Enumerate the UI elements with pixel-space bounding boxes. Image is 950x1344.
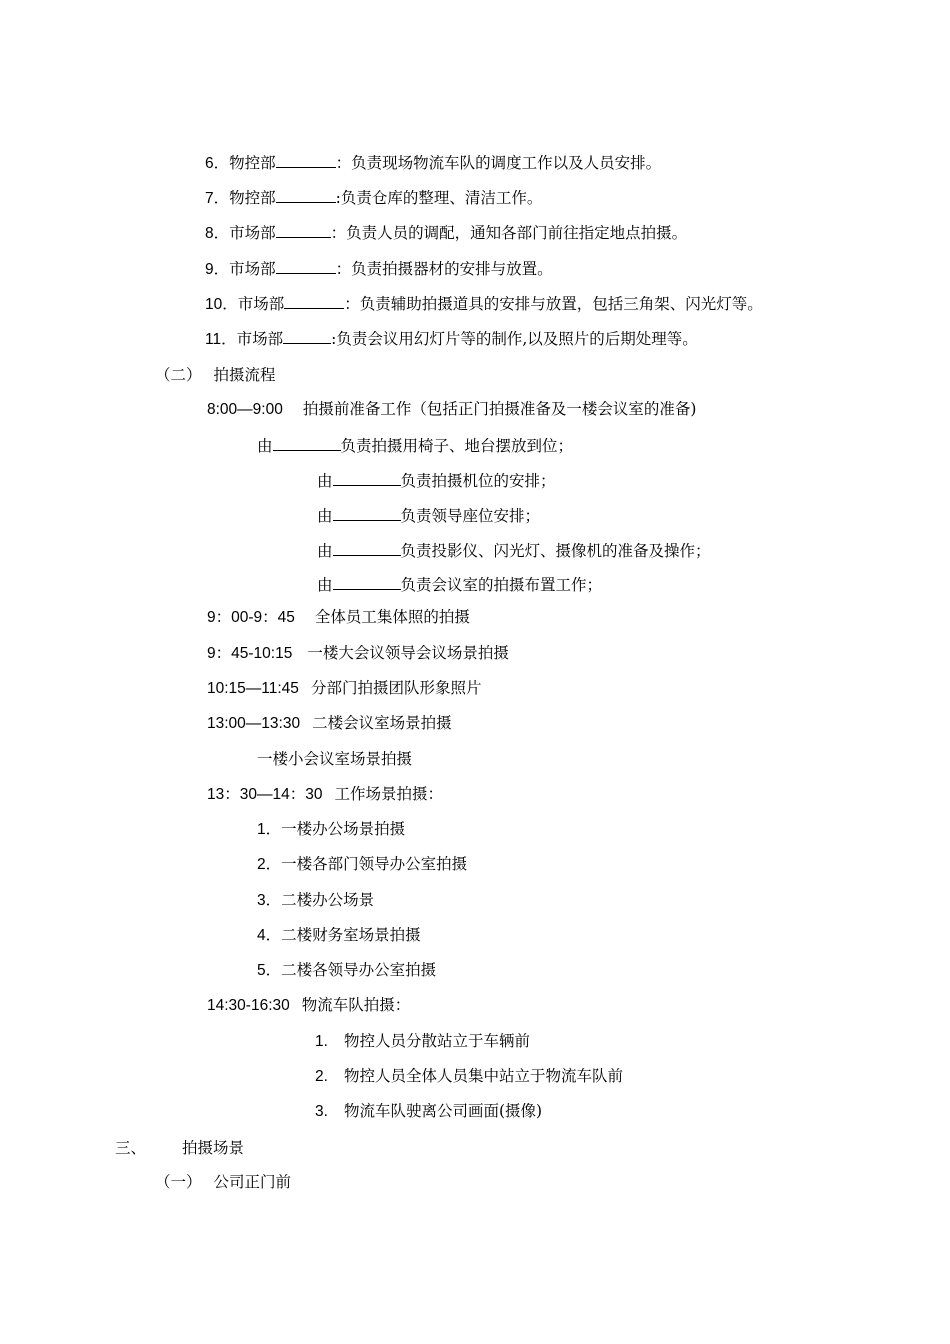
section-heading-2 — [155, 365, 276, 385]
schedule-time: 13:00—13:30 — [207, 715, 301, 732]
item-text: 一楼办公场景拍摄 — [281, 820, 406, 838]
item-text: 物控人员全体人员集中站立于物流车队前 — [343, 1067, 623, 1085]
item-number: 1. — [315, 1033, 328, 1050]
schedule-team — [207, 678, 481, 699]
prep-text: 负责投影仪、闪光灯、摄像机的准备及操作； — [400, 542, 711, 560]
schedule-time: 9：45-10:15 — [207, 645, 293, 662]
fill-in-blank — [273, 435, 341, 451]
item-number: 3. — [315, 1103, 328, 1120]
duty-item-7 — [205, 187, 542, 209]
schedule-meeting — [207, 643, 509, 664]
fill-in-blank — [333, 505, 401, 521]
work-item — [257, 854, 467, 875]
duty-separator: ： — [335, 260, 352, 278]
schedule-logistics — [207, 995, 410, 1016]
prep-item — [257, 435, 573, 456]
item-text: 二楼财务室场景拍摄 — [281, 926, 421, 944]
duty-text: 负责人员的调配，通知各部门前往指定地点拍摄。 — [346, 224, 688, 242]
schedule-work — [207, 784, 443, 805]
schedule-time: 9：00-9：45 — [207, 609, 295, 626]
prep-item — [317, 574, 602, 595]
prep-item — [317, 470, 556, 491]
duty-department: 市场部 — [229, 260, 276, 278]
schedule-text: 物流车队拍摄： — [301, 996, 411, 1014]
item-number: 3． — [257, 892, 282, 909]
schedule-group-photo — [207, 607, 470, 628]
duty-item-9 — [205, 258, 553, 280]
fill-in-blank — [276, 152, 336, 168]
prep-text: 负责拍摄机位的安排； — [400, 472, 556, 490]
schedule-text: 一楼小会议室场景拍摄 — [257, 750, 413, 768]
duty-item-8 — [205, 222, 687, 244]
prep-item — [317, 540, 711, 561]
item-number: 1． — [257, 821, 282, 838]
duty-number: 7． — [205, 190, 230, 207]
fill-in-blank — [276, 258, 336, 274]
schedule-prep — [207, 399, 696, 420]
item-text: 物流车队驶离公司画面(摄像) — [343, 1102, 543, 1120]
prep-item — [317, 505, 540, 526]
item-text: 物控人员分散站立于车辆前 — [343, 1032, 530, 1050]
item-number: 2. — [315, 1068, 328, 1085]
item-number: 2． — [257, 856, 282, 873]
duty-number: 6． — [205, 155, 230, 172]
schedule-text: 工作场景拍摄： — [334, 785, 443, 803]
logistics-item — [315, 1031, 530, 1052]
schedule-small-meeting — [257, 749, 412, 769]
fill-in-blank — [283, 328, 331, 344]
duty-separator: ： — [344, 295, 360, 313]
section-number: （一） — [155, 1173, 202, 1191]
duty-number: 10． — [205, 296, 238, 313]
schedule-text: 二楼会议室场景拍摄 — [312, 714, 452, 732]
schedule-time: 14:30-16:30 — [207, 997, 290, 1014]
duty-department: 市场部 — [229, 224, 276, 242]
prep-prefix: 由 — [257, 437, 273, 455]
schedule-text: 全体员工集体照的拍摄 — [314, 608, 470, 626]
section-number: （二） — [155, 366, 202, 384]
duty-item-11 — [205, 328, 698, 350]
prep-text: 负责领导座位安排； — [400, 507, 541, 525]
prep-prefix: 由 — [317, 542, 333, 560]
duty-text: 负责拍摄器材的安排与放置。 — [351, 260, 553, 278]
duty-separator: : — [331, 330, 337, 348]
schedule-text: 分部门拍摄团队形象照片 — [310, 679, 482, 697]
subsection-heading — [155, 1172, 291, 1192]
duty-item-10 — [205, 293, 763, 315]
item-text: 一楼各部门领导办公室拍摄 — [281, 855, 468, 873]
duty-separator: ： — [330, 224, 347, 242]
schedule-time: 8:00—9:00 — [207, 401, 283, 418]
prep-text: 负责拍摄用椅子、地台摆放到位； — [340, 437, 574, 455]
section-title: 公司正门前 — [213, 1173, 292, 1191]
fill-in-blank — [333, 574, 401, 590]
duty-department: 物控部 — [229, 154, 276, 172]
logistics-item — [315, 1101, 542, 1122]
duty-text: 负责现场物流车队的调度工作以及人员安排。 — [351, 154, 662, 172]
duty-separator: ： — [335, 154, 352, 172]
schedule-time: 10:15—11:45 — [207, 680, 299, 697]
schedule-time: 13：30—14：30 — [207, 786, 323, 803]
duty-number: 8． — [205, 225, 230, 242]
item-text: 二楼各领导办公室拍摄 — [281, 961, 437, 979]
duty-text: 负责仓库的整理、清洁工作。 — [340, 189, 543, 207]
prep-prefix: 由 — [317, 576, 333, 594]
section-title: 拍摄场景 — [182, 1139, 245, 1157]
duty-text: 负责辅助拍摄道具的安排与放置，包括三角架、闪光灯等。 — [359, 295, 763, 313]
fill-in-blank — [276, 187, 336, 203]
fill-in-blank — [333, 540, 401, 556]
fill-in-blank — [276, 222, 331, 238]
work-item — [257, 890, 374, 911]
work-item — [257, 960, 436, 981]
schedule-second-floor — [207, 713, 452, 734]
section-heading-3 — [115, 1138, 244, 1158]
duty-department: 市场部 — [236, 330, 284, 348]
duty-department: 市场部 — [237, 295, 285, 313]
duty-department: 物控部 — [229, 189, 276, 207]
work-item — [257, 819, 405, 840]
logistics-item — [315, 1066, 623, 1087]
section-title: 拍摄流程 — [213, 366, 276, 384]
prep-text: 负责会议室的拍摄布置工作； — [400, 576, 603, 594]
fill-in-blank — [284, 293, 344, 309]
work-item — [257, 925, 421, 946]
prep-prefix: 由 — [317, 472, 333, 490]
duty-number: 9． — [205, 261, 230, 278]
schedule-text: 拍摄前准备工作（包括正门拍摄准备及一楼会议室的准备) — [302, 400, 697, 418]
section-number: 三、 — [115, 1139, 147, 1157]
prep-prefix: 由 — [317, 507, 333, 525]
duty-separator: : — [335, 189, 341, 207]
duty-item-6 — [205, 152, 661, 174]
item-text: 二楼办公场景 — [281, 891, 375, 909]
item-number: 5． — [257, 962, 282, 979]
fill-in-blank — [333, 470, 401, 486]
schedule-text: 一楼大会议领导会议场景拍摄 — [307, 644, 509, 662]
duty-text: 负责会议用幻灯片等的制作,以及照片的后期处理等。 — [336, 330, 698, 348]
duty-number: 11． — [205, 331, 237, 348]
item-number: 4． — [257, 927, 282, 944]
